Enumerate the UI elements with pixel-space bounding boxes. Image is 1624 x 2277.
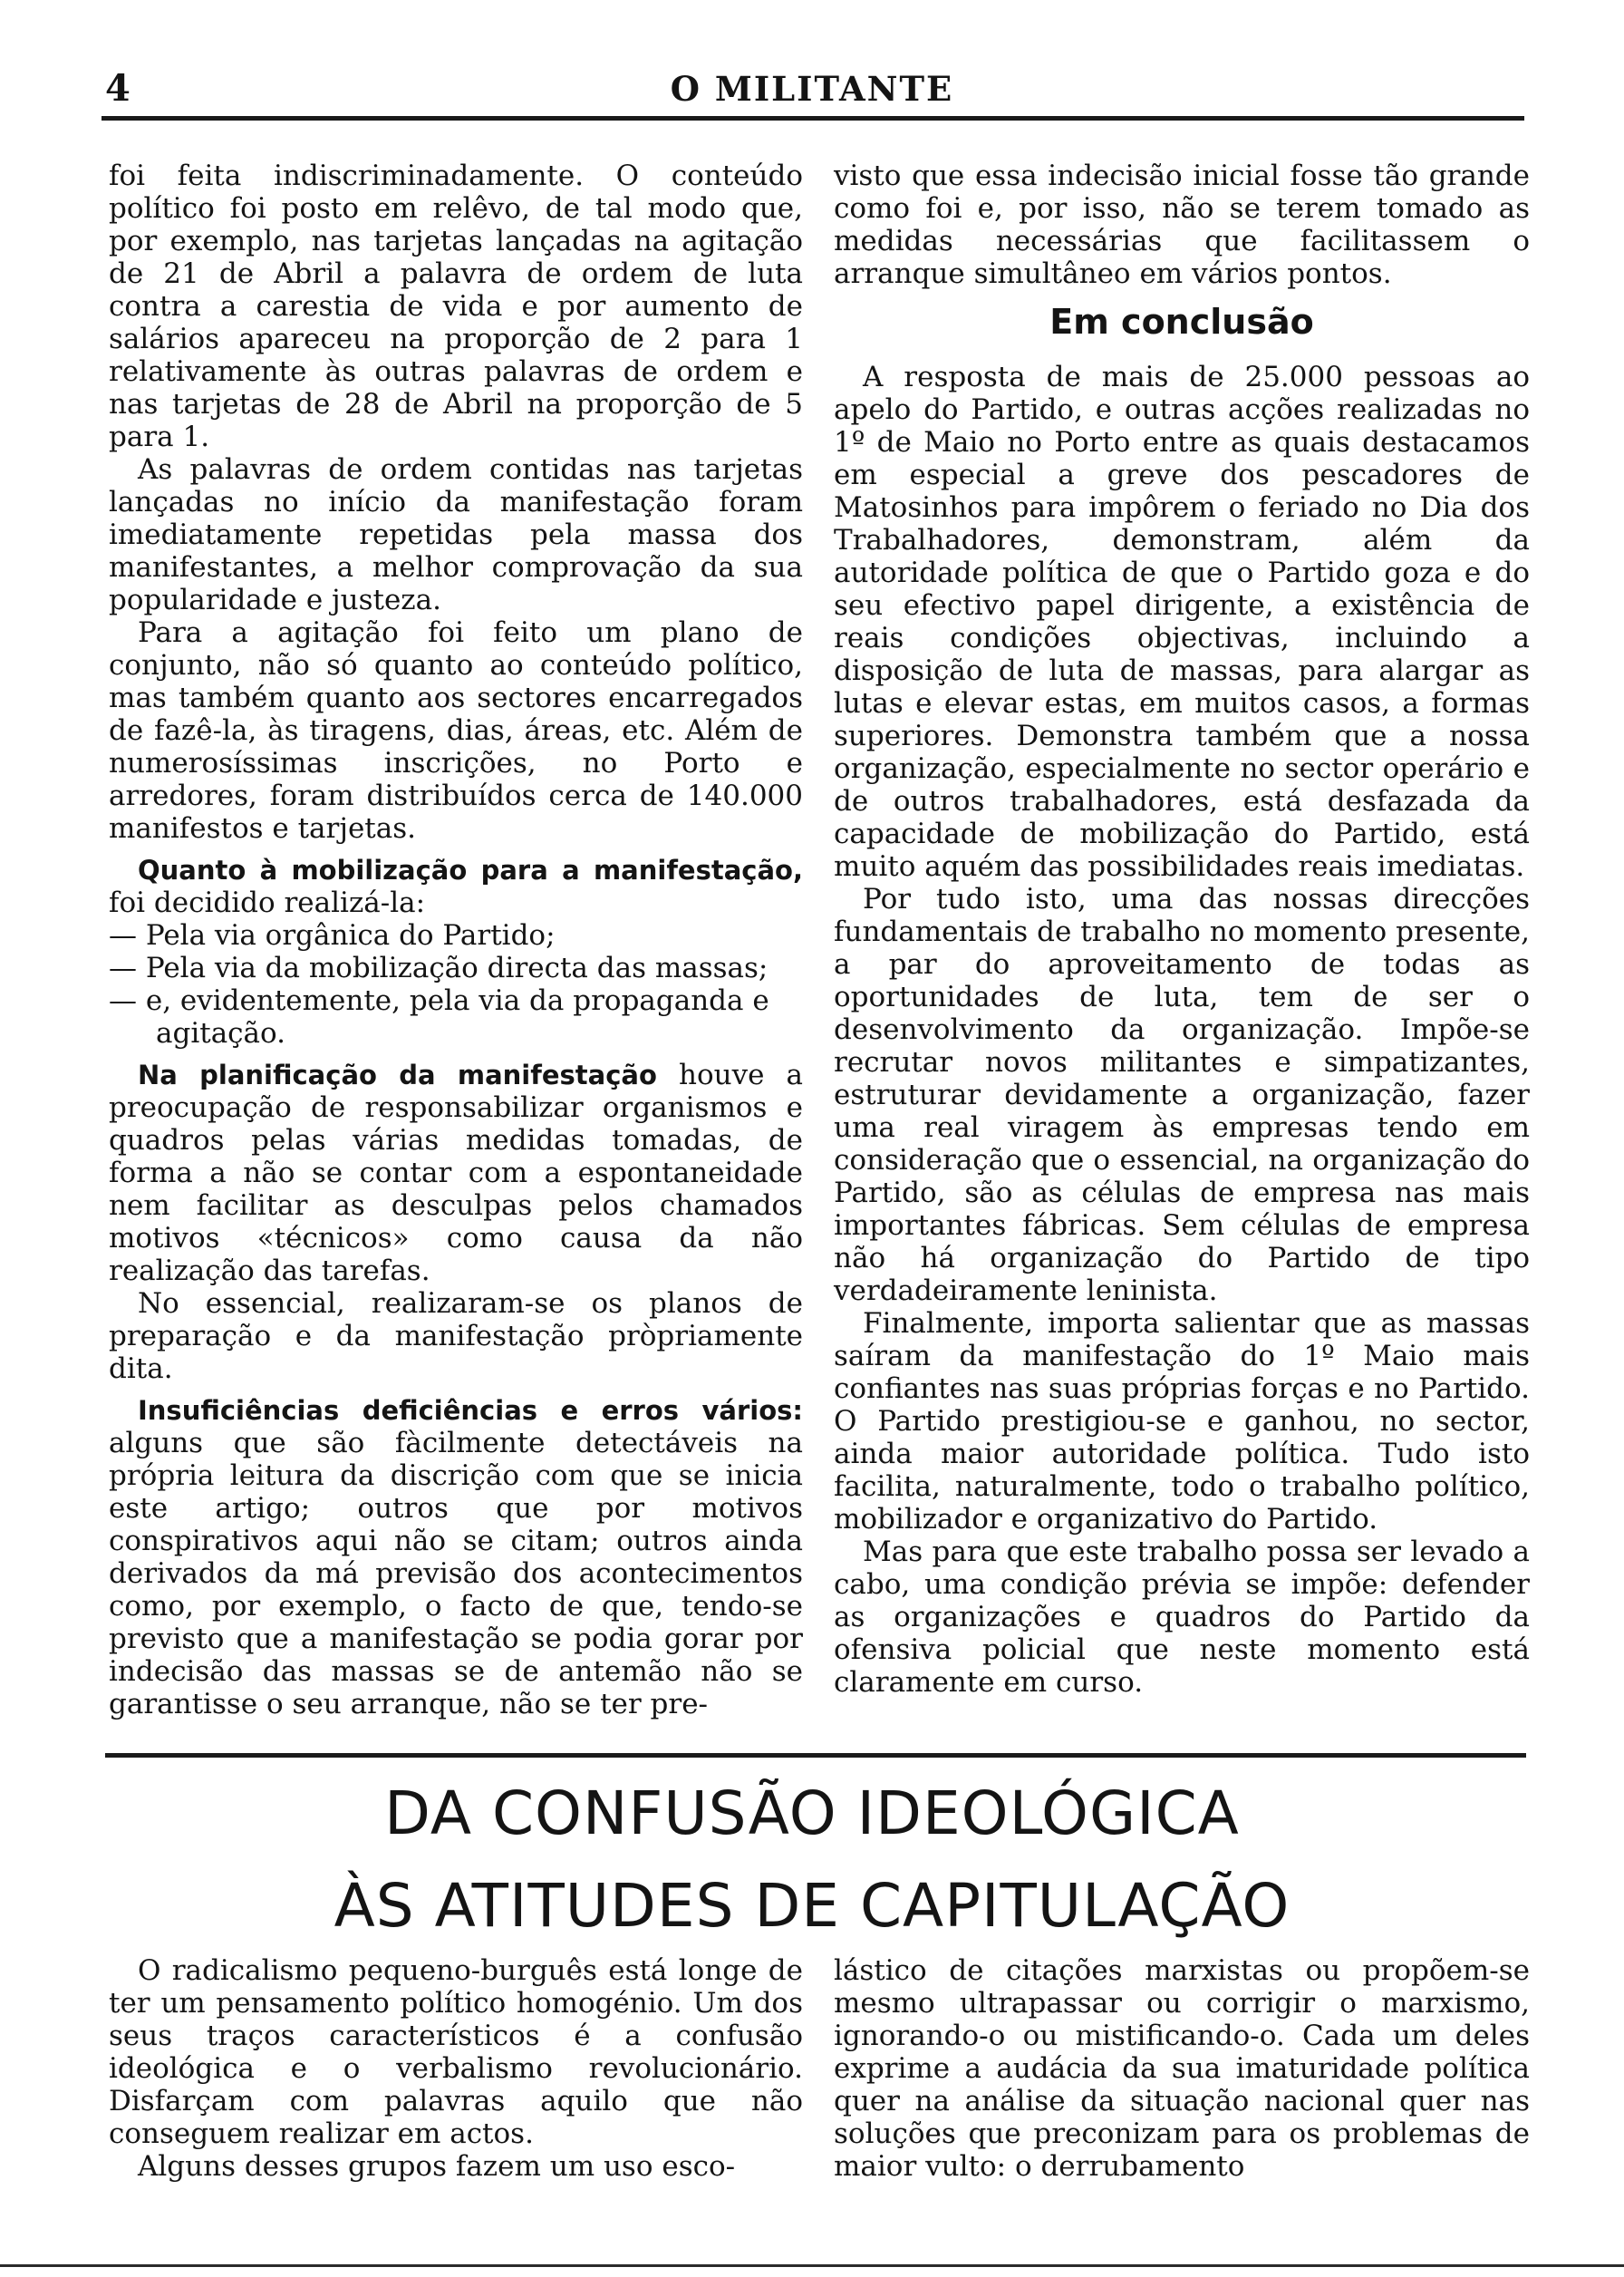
spacer [109,1385,803,1394]
running-title: O MILITANTE [670,69,954,109]
article-left-column [109,160,803,1720]
paragraph-text: foi decidido realizá-la: [109,887,426,919]
paragraph: Alguns desses grupos fazem um uso esco- [138,2150,736,2183]
paragraph: As palavras de ordem contidas nas tarjetas lançadas no início da manifestação foram imediatamente repetidas pela massa dos manifestantes, a melhor comprovação da sua popularidade e justeza. [109,453,803,616]
article2-left-column [109,1954,803,2183]
section-subheading: Em conclusão [1049,302,1314,342]
article-right-column [834,160,1530,1699]
paragraph: Para a agitação foi feito um plano de conjunto, não só quanto ao conteúdo político, mas também quanto aos sectores encarregados de fazê-la, às tiragens, dias, áreas, etc. Além de numerosíssimas inscrições, no Porto e arredores, foram distribuídos cerca de 140.000 manifestos e tarjetas. [109,616,803,845]
bottom-rule [0,2264,1624,2267]
paragraph: Mas para que este trabalho possa ser levado a cabo, uma condição prévia se impõe: defender as organizações e quadros do Partido da ofensiva policial que neste momento está claramente em curso. [834,1536,1530,1699]
header-rule [102,116,1524,121]
paragraph [109,1059,803,1287]
section-rule [105,1753,1526,1758]
paragraph [109,854,803,919]
spacer [109,1050,803,1059]
paragraph: Finalmente, importa salientar que as massas saíram da manifestação do 1º Maio mais confiantes nas suas próprias forças e no Partido. O Partido prestigiou-se e ganhou, no sector, ainda maior autoridade política. Tudo isto facilita, naturalmente, todo o trabalho político, mobilizador e organizativo do Partido. [834,1307,1530,1536]
paragraph [109,1394,803,1720]
article-headline-line-1: DA CONFUSÃO IDEOLÓGICA [384,1778,1240,1848]
page-number: 4 [105,67,130,110]
article2-right-column [834,1954,1530,2183]
paragraph: visto que essa indecisão inicial fosse tão grande como foi e, por isso, não se terem tomado as medidas necessárias que facilitassem o arranque simultâneo em vários pontos. [834,160,1530,290]
paragraph-text: alguns que são fàcilmente detectáveis na própria leitura da discrição com que se inicia este artigo; outros que por motivos conspirativos aqui não se citam; outros ainda derivados da má previsão dos acontecimentos como, por exemplo, o facto de que, tendo-se previsto que a manifestação se podia gorar por indecisão das massas se de antemão não se garantisse o seu arranque, não se ter pre- [109,1427,803,1720]
run-in-heading: Na planificação da manifestação [138,1060,657,1090]
run-in-heading: Quanto à mobilização para a manifestação, [138,855,803,886]
paragraph: foi feita indiscriminadamente. O conteúdo político foi posto em relêvo, de tal modo que, por exemplo, nas tarjetas lançadas na agitação de 21 de Abril a palavra de ordem de luta contra a carestia de vida e por aumento de salários apareceu na proporção de 2 para 1 relativamente às outras palavras de ordem e nas tarjetas de 28 de Abril na proporção de 5 para 1. [109,160,803,453]
paragraph: No essencial, realizaram-se os planos de preparação e da manifestação pròpriamente dita. [109,1287,803,1385]
paragraph: A resposta de mais de 25.000 pessoas ao apelo do Partido, e outras acções realizadas no 1º de Maio no Porto entre as quais destacamos em especial a greve dos pescadores de Matosinhos para impôrem o feriado no Dia dos Trabalhadores, demonstram, além da autoridade política de que o Partido goza e do seu efectivo papel dirigente, a existência de reais condições objectivas, incluindo a disposição de luta de massas, para alargar as lutas e elevar estas, em muitos casos, a formas superiores. Demonstra também que a nossa organização, especialmente no sector operário e de outros trabalhadores, está desfazada da capacidade de mobilização do Partido, está muito aquém das possibilidades reais imediatas. [834,361,1530,883]
paragraph: O radicalismo pequeno-burguês está longe de ter um pensamento político homogénio. Um dos seus traços característicos é a confusão ideológica e o verbalismo revolucionário. Disfarçam com palavras aquilo que não conseguem realizar em actos. [109,1954,803,2150]
run-in-heading: Insuficiências deficiências e erros vários: [138,1395,803,1426]
paragraph: lástico de citações marxistas ou propõem-se mesmo ultrapassar ou corrigir o marxismo, ignorando-o ou mistificando-o. Cada um deles exprime a audácia da sua imaturidade política quer na análise da situação nacional quer nas soluções que preconizam para os problemas de maior vulto: o derrubamento [834,1954,1530,2183]
list-item: — Pela via orgânica do Partido; [109,919,556,952]
paragraph-text: houve a preocupação de responsabilizar organismos e quadros pelas várias medidas tomadas, de forma a não se contar com a espontaneidade nem facilitar as desculpas pelos chamados motivos «técnicos» como causa da não realização das tarefas. [109,1059,803,1287]
list-item: — e, evidentemente, pela via da propaganda e agitação. [109,984,769,1050]
list-item: — Pela via da mobilização directa das massas; [109,952,768,984]
paragraph: Por tudo isto, uma das nossas direcções fundamentais de trabalho no momento presente, a par do aproveitamento de todas as oportunidades de luta, tem de ser o desenvolvimento da organização. Impõe-se recrutar novos militantes e simpatizantes, estruturar devidamente a organização, fazer uma real viragem às empresas tendo em consideração que o essencial, na organização do Partido, são as células de empresa nas mais importantes fábricas. Sem células de empresa não há organização do Partido de tipo verdadeiramente leninista. [834,883,1530,1307]
article-headline-line-2: ÀS ATITUDES DE CAPITULAÇÃO [334,1871,1290,1941]
spacer [109,845,803,854]
